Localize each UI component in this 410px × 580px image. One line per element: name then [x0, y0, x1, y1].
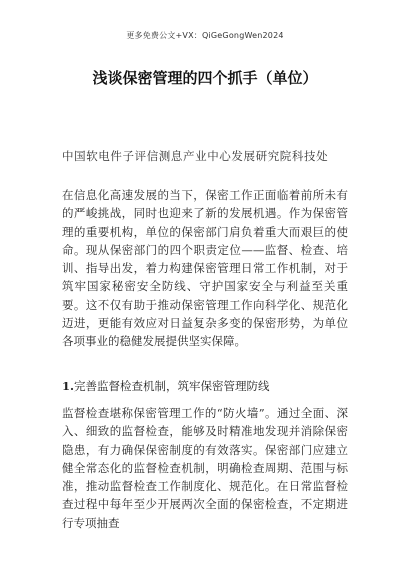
- section-number: 1.: [62, 379, 75, 393]
- intro-paragraph: 在信息化高速发展的当下，保密工作正面临着前所未有的严峻挑战，同时也迎来了新的发展机遇。作为保密管理的重要机构，单位的保密部门肩负着重大而艰巨的使命。现从保密部门的四个职责定位——监督、检查、培训、指导出发，着力构建保密管理日常工作机制，对于筑牢国家秘密安全防线、守护国家安全与利益至关重要。这不仅有助于推动保密管理工作向科学化、规范化迈进，更能有效应对日益复杂多变的保密形势，为单位各项事业的稳健发展提供坚实保障。: [62, 188, 348, 349]
- header-promo-note: 更多免费公文+VX：QiGeGongWen2024: [126, 31, 284, 40]
- document-title: 浅谈保密管理的四个抓手（单位）: [92, 69, 318, 87]
- section-heading-text: 完善监督检查机制，筑牢保密管理防线: [74, 379, 270, 393]
- organization-line: 中国软电件子评信测息产业中心发展研究院科技处: [62, 149, 329, 163]
- section-paragraph: 监督检查堪称保密管理工作的“防火墙”。通过全面、深入、细致的监督检查，能够及时精准地发现并消除保密隐患，有力确保保密制度的有效落实。保密部门应建立健全常态化的监督检查机制，明确检查周期、范围与标准，推动监督检查工作制度化、规范化。在日常监督检查过程中每年至少开展两次全面的保密检查，不定期进行专项抽查: [62, 406, 348, 530]
- section-heading: [62, 378, 352, 394]
